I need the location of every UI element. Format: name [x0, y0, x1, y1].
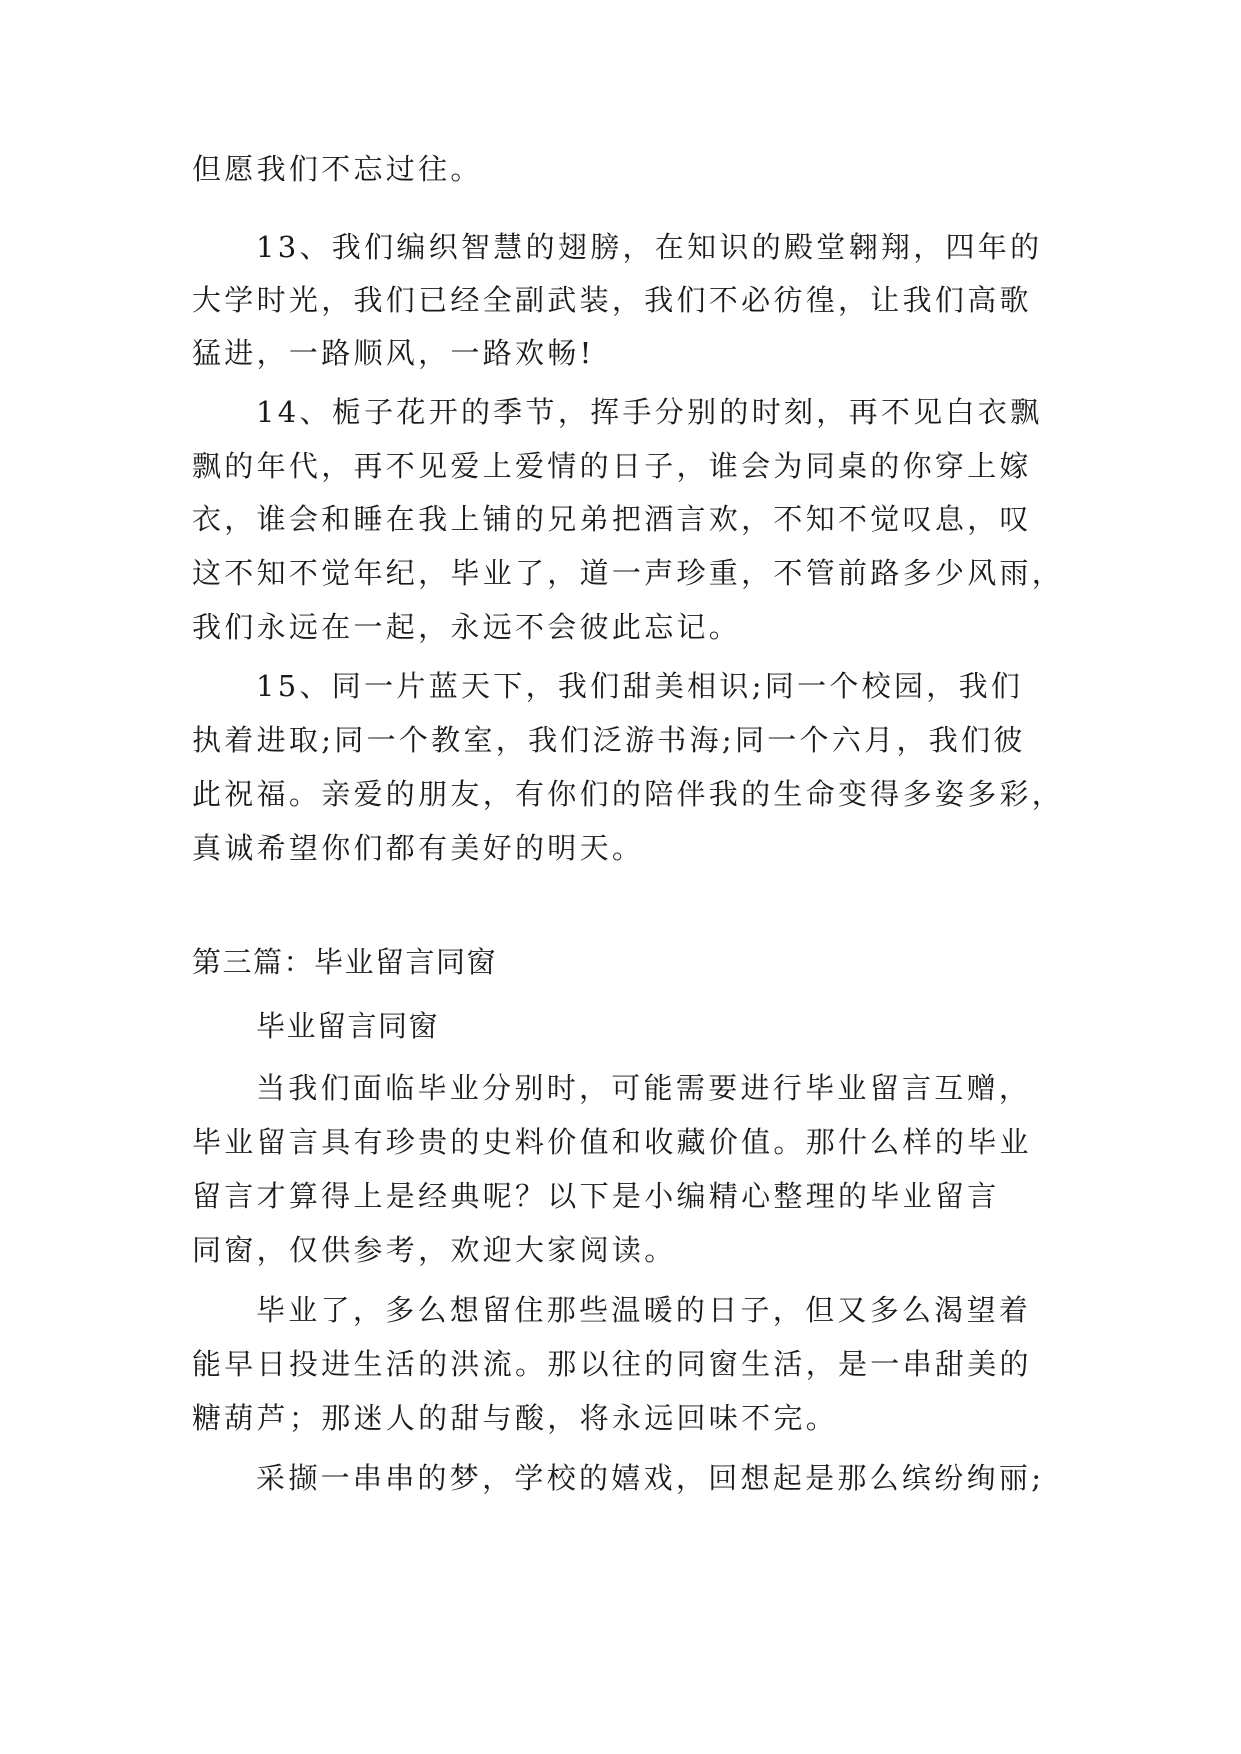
paragraph-14-line-1: 14、栀子花开的季节，挥手分别的时刻，再不见白衣飘 — [256, 395, 1043, 429]
intro-line-3: 留言才算得上是经典呢？以下是小编精心整理的毕业留言 — [192, 1179, 1000, 1213]
intro-line-2: 毕业留言具有珍贵的史料价值和收藏价值。那什么样的毕业 — [192, 1125, 1032, 1159]
paragraph-14-line-3: 衣，谁会和睡在我上铺的兄弟把酒言欢，不知不觉叹息，叹 — [192, 502, 1032, 536]
paragraph-15-line-3: 此祝福。亲爱的朋友，有你们的陪伴我的生命变得多姿多彩， — [192, 777, 1065, 811]
text-line: 但愿我们不忘过往。 — [192, 152, 483, 186]
paragraph-15-line-2: 执着进取;同一个教室，我们泛游书海;同一个六月，我们彼 — [192, 723, 1026, 757]
paragraph-15-line-1: 15、同一片蓝天下，我们甜美相识;同一个校园，我们 — [256, 669, 1024, 703]
paragraph-14-line-4: 这不知不觉年纪，毕业了，道一声珍重，不管前路多少风雨， — [192, 556, 1065, 590]
paragraph-14-line-2: 飘的年代，再不见爱上爱情的日子，谁会为同桌的你穿上嫁 — [192, 449, 1032, 483]
intro-line-1: 当我们面临毕业分别时，可能需要进行毕业留言互赠， — [256, 1071, 1032, 1105]
paragraph-line-3: 糖葫芦；那迷人的甜与酸，将永远回味不完。 — [192, 1401, 839, 1435]
paragraph-line-2: 能早日投进生活的洪流。那以往的同窗生活，是一串甜美的 — [192, 1347, 1032, 1381]
section-subheading: 毕业留言同窗 — [256, 1009, 440, 1043]
paragraph-13-line-2: 大学时光，我们已经全副武装，我们不必彷徨，让我们高歌 — [192, 283, 1032, 317]
section-heading: 第三篇：毕业留言同窗 — [192, 945, 498, 979]
paragraph-15-line-4: 真诚希望你们都有美好的明天。 — [192, 831, 645, 865]
paragraph-13-line-1: 13、我们编织智慧的翅膀，在知识的殿堂翱翔，四年的 — [256, 230, 1043, 264]
paragraph-line-1: 毕业了，多么想留住那些温暖的日子，但又多么渴望着 — [256, 1293, 1032, 1327]
paragraph-last-line: 采撷一串串的梦，学校的嬉戏，回想起是那么缤纷绚丽; — [256, 1461, 1045, 1495]
paragraph-14-line-5: 我们永远在一起，永远不会彼此忘记。 — [192, 610, 742, 644]
intro-line-4: 同窗，仅供参考，欢迎大家阅读。 — [192, 1233, 677, 1267]
paragraph-13-line-3: 猛进，一路顺风，一路欢畅! — [192, 336, 595, 370]
